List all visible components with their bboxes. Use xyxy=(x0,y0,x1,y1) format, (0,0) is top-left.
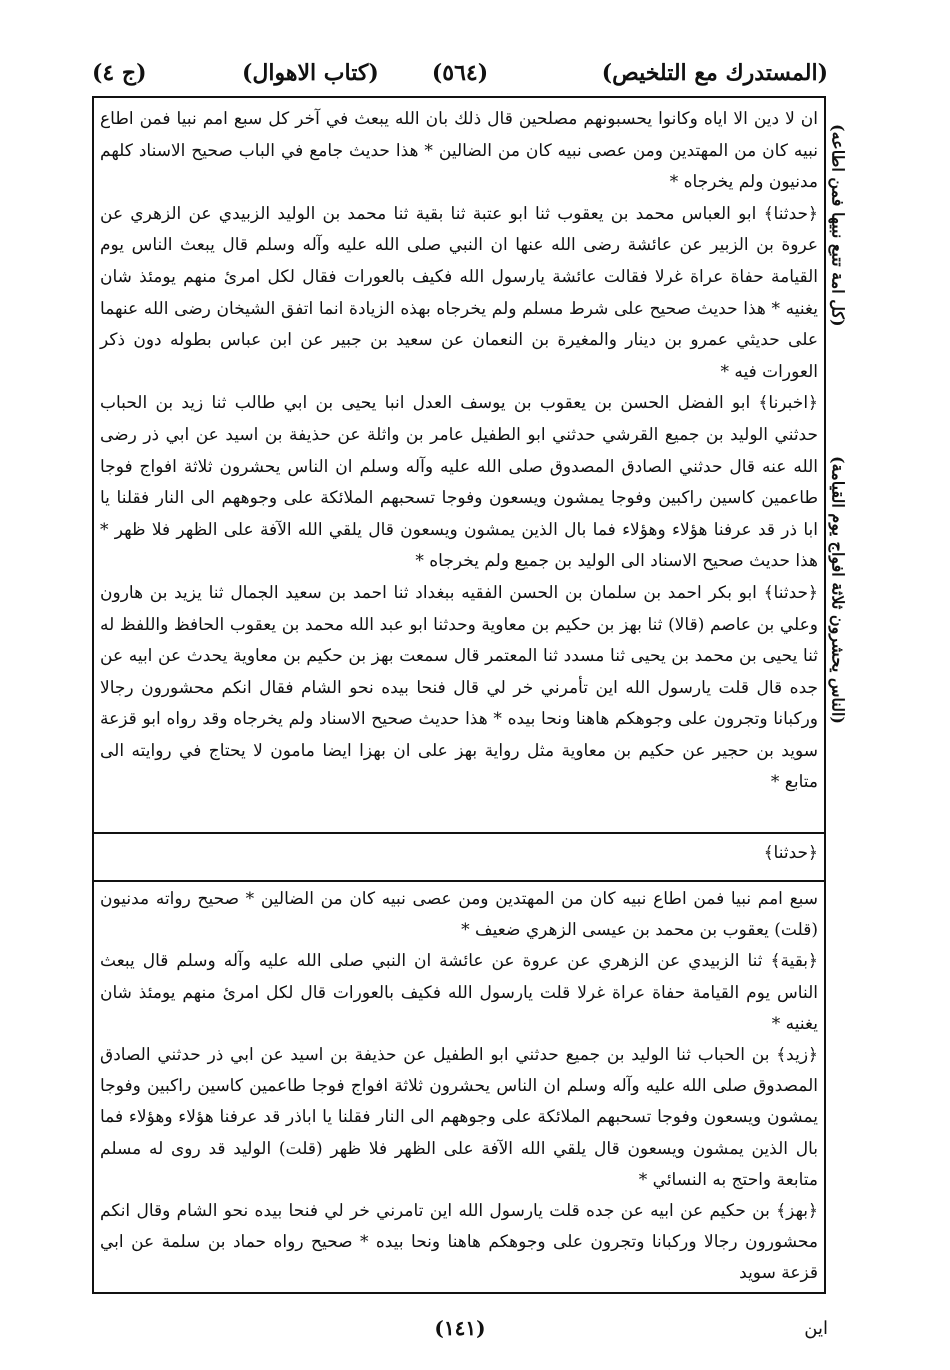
volume-number: (ج ٤) xyxy=(92,60,147,86)
chapter-title: (كتاب الاهوال) xyxy=(242,60,379,86)
footer-page-number: (١٤١) xyxy=(434,1316,486,1340)
page-header xyxy=(92,54,828,94)
page-footer xyxy=(92,1310,828,1350)
note-paragraph: ﴿بهز﴾ بن حكيم عن ابيه عن جده قلت يارسول الله اين تامرني خر لي فنحا بيده نحو الشام وقال انكم محشورون رجالا وركبانا وتجرون على وجوهكم هاهنا ونحا بيده * صحيح رواه حماد بن سلمة عن ابي قزعة سويد xyxy=(100,1201,818,1284)
page-number: (٥٦٤) xyxy=(431,60,489,86)
note-paragraph: ﴿بقية﴾ ثنا الزبيدي عن الزهري عن عروة عن عائشة ان النبي صلى الله عليه وآله وسلم قال يبعث الناس يوم القيامة حفاة عراة غرلا قلت يارسول الله فكيف بالعورات قال لكل امرئ منهم يومئذ شان يغنيه * xyxy=(100,951,818,1034)
margin-note: (كل امة تتبع نبيها فمن اطاعه) xyxy=(828,123,848,327)
paragraph: ﴿اخبرنا﴾ ابو الفضل الحسن بن يعقوب بن يوسف العدل انبا يحيى بن ابي طالب ثنا زيد بن الحباب حدثني الوليد بن جميع القرشي حدثني ابو الطفيل عامر بن واثلة عن حذيفة بن اسيد عن ابي ذر رضى الله عنه قال حدثني الصادق المصدوق صلى الله عليه وآله وسلم ان الناس يحشرون ثلاثة افواج فوجا طاعمين كاسين راكبين وفوجا يمشون ويسعون وفوجا تسحبهم الملائكة على وجوههم الى النار فقلنا يا ابا ذر قد عرفنا هؤلاء وهؤلاء فما بال الذين يمشون ويسعون قال يلقي الله الآفة على الظهر فلا ظهر * هذا حديث صحيح الاسناد الى الوليد بن جميع ولم يخرجاه * xyxy=(100,393,819,572)
section-divider xyxy=(92,880,826,882)
notes-heading: ﴿حدثنا﴾ xyxy=(763,843,818,863)
paragraph: ﴿حدثنا﴾ ابو العباس محمد بن يعقوب ثنا ابو عتبة ثنا بقية ثنا محمد بن الوليد الزبيدي عن الزهري عن عروة بن الزبير عن عائشة رضى الله عنها ان النبي صلى الله عليه وآله وسلم قال يبعث الناس يوم القيامة حفاة عراة غرلا فقالت عائشة يارسول الله فكيف بالعورات فقال لكل امرئ منهم يومئذ شان يغنيه * هذا حديث صحيح على شرط مسلم ولم يخرجاه بهذه الزيادة انما اتفق الشيخان رضى الله عنهما على حديثي عمرو بن دينار والمغيرة بن النعمان عن سعيد بن جبير عن ابن عباس بطوله دون ذكر العورات فيه * xyxy=(100,203,818,382)
note-paragraph: سبع امم نبيا فمن اطاع نبيه كان من المهتدين ومن عصى نبيه كان من الضالين * صحيح رواته مدنيون (قلت) يعقوب بن محمد بن عيسى الزهري ضعيف * xyxy=(100,889,818,941)
paragraph: ان لا دين الا اياه وكانوا يحسبونهم مصلحين قال ذلك بان الله يبعث في آخر كل سبع امم نبيا فمن اطاع نبيه كان من المهتدين ومن عصى نبيه كان من الضالين * هذا حديث جامع في الباب صحيح الاسناد كلهم مدنيون ولم يخرجاه * xyxy=(100,109,818,193)
margin-note: (الناس يحشرون ثلاثة افواج يوم القيامة) xyxy=(828,456,848,724)
paragraph: ﴿حدثنا﴾ ابو بكر احمد بن سلمان بن الحسن الفقيه ببغداد ثنا احمد بن سعيد الجمال ثنا يزيد بن هارون وعلي بن عاصم (قالا) ثنا بهز بن حكيم بن معاوية وحدثنا ابو عبد الله محمد بن يعقوب الحافظ واللفظ له ثنا يحيى بن محمد بن يحيى ثنا مسدد ثنا المعتمر قال سمعت بهز بن حكيم بن معاوية يحدث عن ابيه عن جده قال قلت يارسول الله اين تأمرني خر لي قال فنحا بيده نحو الشام فقال انكم محشورون رجالا وركبانا وتجرون على وجوهكم هاهنا ونحا بيده * هذا حديث صحيح الاسناد ولم يخرجاه وقد رواه ابو قزعة سويد بن حجير عن حكيم بن معاوية مثل رواية بهز على ان بهزا ايضا مامون لا يحتاج في روايته الى متابع * xyxy=(100,582,818,793)
section-divider xyxy=(92,832,826,834)
main-text xyxy=(100,104,818,799)
summary-notes xyxy=(100,884,818,1290)
catchword: اين xyxy=(804,1318,828,1339)
note-paragraph: ﴿زيد﴾ بن الحباب ثنا الوليد بن جميع حدثني ابو الطفيل عن حذيفة بن اسيد عن ابي ذر حدثني الصادق المصدوق صلى الله عليه وآله وسلم ان الناس يحشرون ثلاثة افواج فوجا طاعمين كاسين راكبين وفوجا يمشون ويسعون وفوجا تسحبهم الملائكة على وجوههم الى النار فقلنا يا اباذر قد عرفنا هؤلاء وهؤلاء فما بال الذين يمشون ويسعون قال يلقي الله الآفة على الظهر فلا ظهر (قلت) الوليد قد روى له مسلم متابعة واحتج به النسائي * xyxy=(100,1045,818,1190)
book-title: (المستدرك مع التلخيص) xyxy=(601,60,828,86)
